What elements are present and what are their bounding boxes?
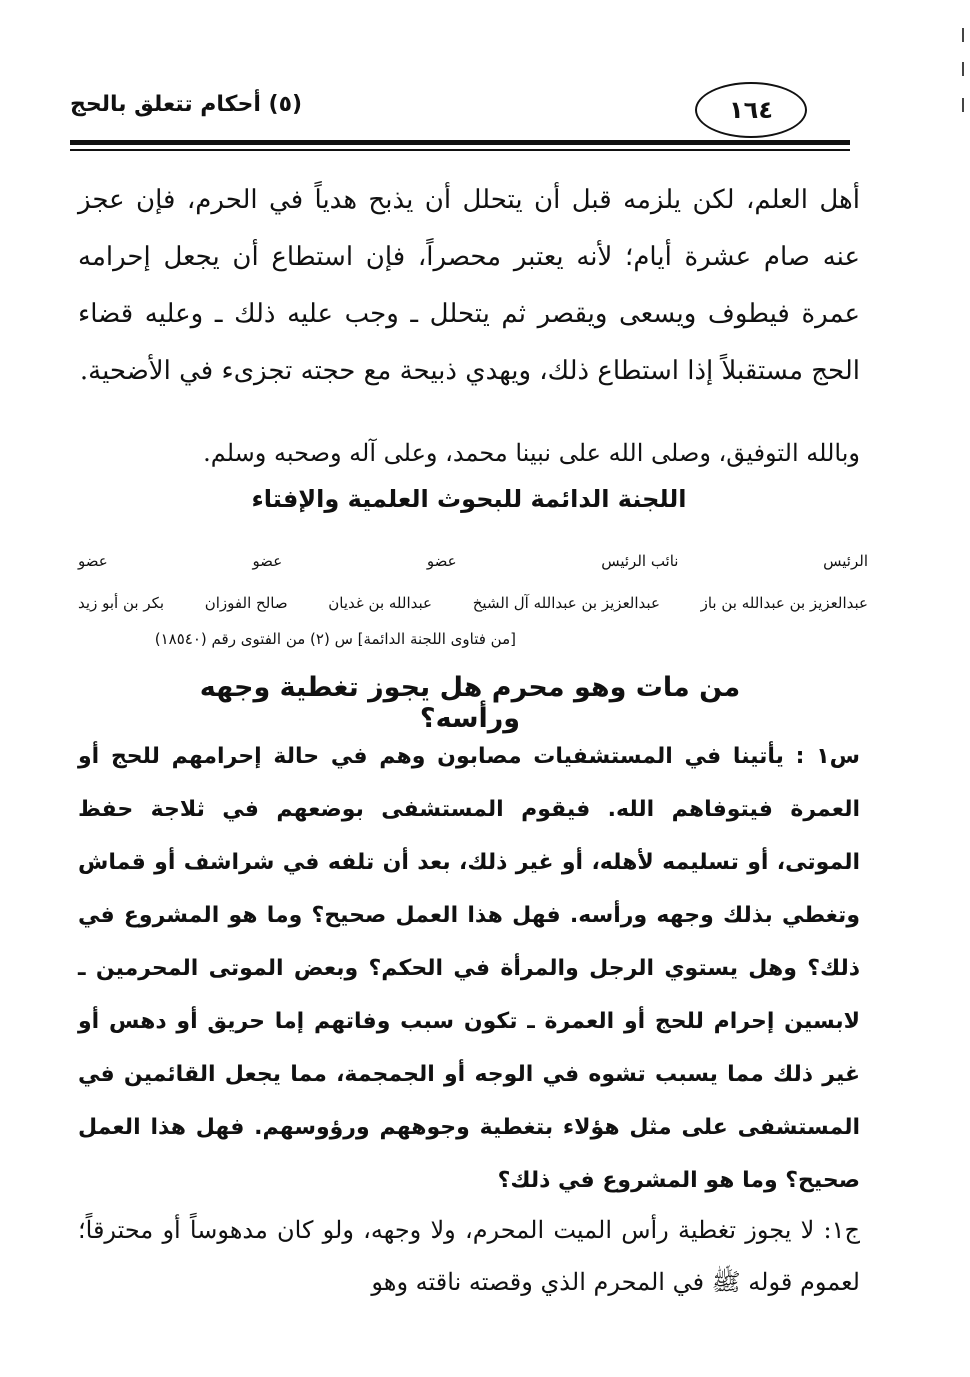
question-title: من مات وهو محرم هل يجوز تغطية وجهه ورأسه؟	[199, 672, 741, 734]
page-number: ١٦٤	[695, 82, 807, 138]
intro-paragraph: أهل العلم، لكن يلزمه قبل أن يتحلل أن يذبح هدياً في الحرم، فإن عجز عنه صام عشرة أيام؛ لأنه يعتبر محصراً، فإن استطاع أن يجعل إحرامه عمرة فيطوف ويسعى ويقصر ثم يتحلل ـ وجب عليه ذلك ـ وعليه قضاء الحج مستقبلاً إذا استطاع ذلك، ويهدي ذبيحة مع حجته تجزىء في الأضحية.	[78, 185, 860, 386]
signatory-names	[78, 594, 868, 612]
edge-mark	[962, 62, 964, 76]
signatory-name: عبدالعزيز بن عبدالله آل الشيخ	[472, 594, 660, 612]
signatory-role: نائب الرئيس	[601, 552, 679, 570]
signatory-role: الرئيس	[823, 552, 868, 570]
signatory-name: عبدالعزيز بن عبدالله بن باز	[700, 594, 868, 612]
running-header-title: (٥) أحكام تتعلق بالحج	[70, 92, 303, 117]
signatory-name: صالح الفوزان	[204, 594, 288, 612]
question-paragraph: س١ : يأتينا في المستشفيات مصابون وهم في حالة إحرامهم للحج أو العمرة فيتوفاهم الله. فيقوم المستشفى بوضعهم في ثلاجة حفظ الموتى، أو تسليمه لأهله، أو غير ذلك، بعد أن تلفه في شراشف أو قماش وتغطي بذلك وجهه ورأسه. فهل هذا العمل صحيح؟ وما هو المشروع في ذلك؟ وهل يستوي الرجل والمرأة في الحكم؟ وبعض الموتى المحرمين ـ لابسين إحرام للحج أو العمرة ـ تكون سبب وفاتهم إما حريق أو دهس أو غير ذلك مما يسبب تشوه في الوجه أو الجمجمة، مما يجعل القائمين في المستشفى على مثل هؤلاء بتغطية وجوههم ورؤوسهم. فهل هذا العمل صحيح؟ وما هو المشروع في ذلك؟	[78, 744, 860, 1193]
signatory-role: عضو	[426, 552, 457, 570]
signatory-role: عضو	[78, 552, 108, 570]
fatwa-source: [من فتاوى اللجنة الدائمة] س (٢) من الفتوى رقم (١٨٥٤٠)	[154, 630, 516, 648]
header-rule-thick	[70, 140, 850, 145]
closing-line: وبالله التوفيق، وصلى الله على نبينا محمد، وعلى آله وصحبه وسلم.	[203, 439, 860, 467]
committee-title: اللجنة الدائمة للبحوث العلمية والإفتاء	[251, 485, 687, 513]
signatory-role: عضو	[252, 552, 283, 570]
answer-paragraph: ج١: لا يجوز تغطية رأس الميت المحرم، ولا وجهه، ولو كان مدهوساً أو محترقاً؛ لعموم قوله ﷺ في المحرم الذي وقصته ناقته وهو	[78, 1216, 860, 1296]
signatory-roles	[78, 552, 868, 570]
signatory-name: عبدالله بن غديان	[328, 594, 432, 612]
signatory-name: بكر بن أبو زيد	[78, 594, 165, 612]
header-rule-thin	[70, 149, 850, 151]
edge-mark	[962, 28, 964, 42]
edge-mark	[962, 98, 964, 112]
